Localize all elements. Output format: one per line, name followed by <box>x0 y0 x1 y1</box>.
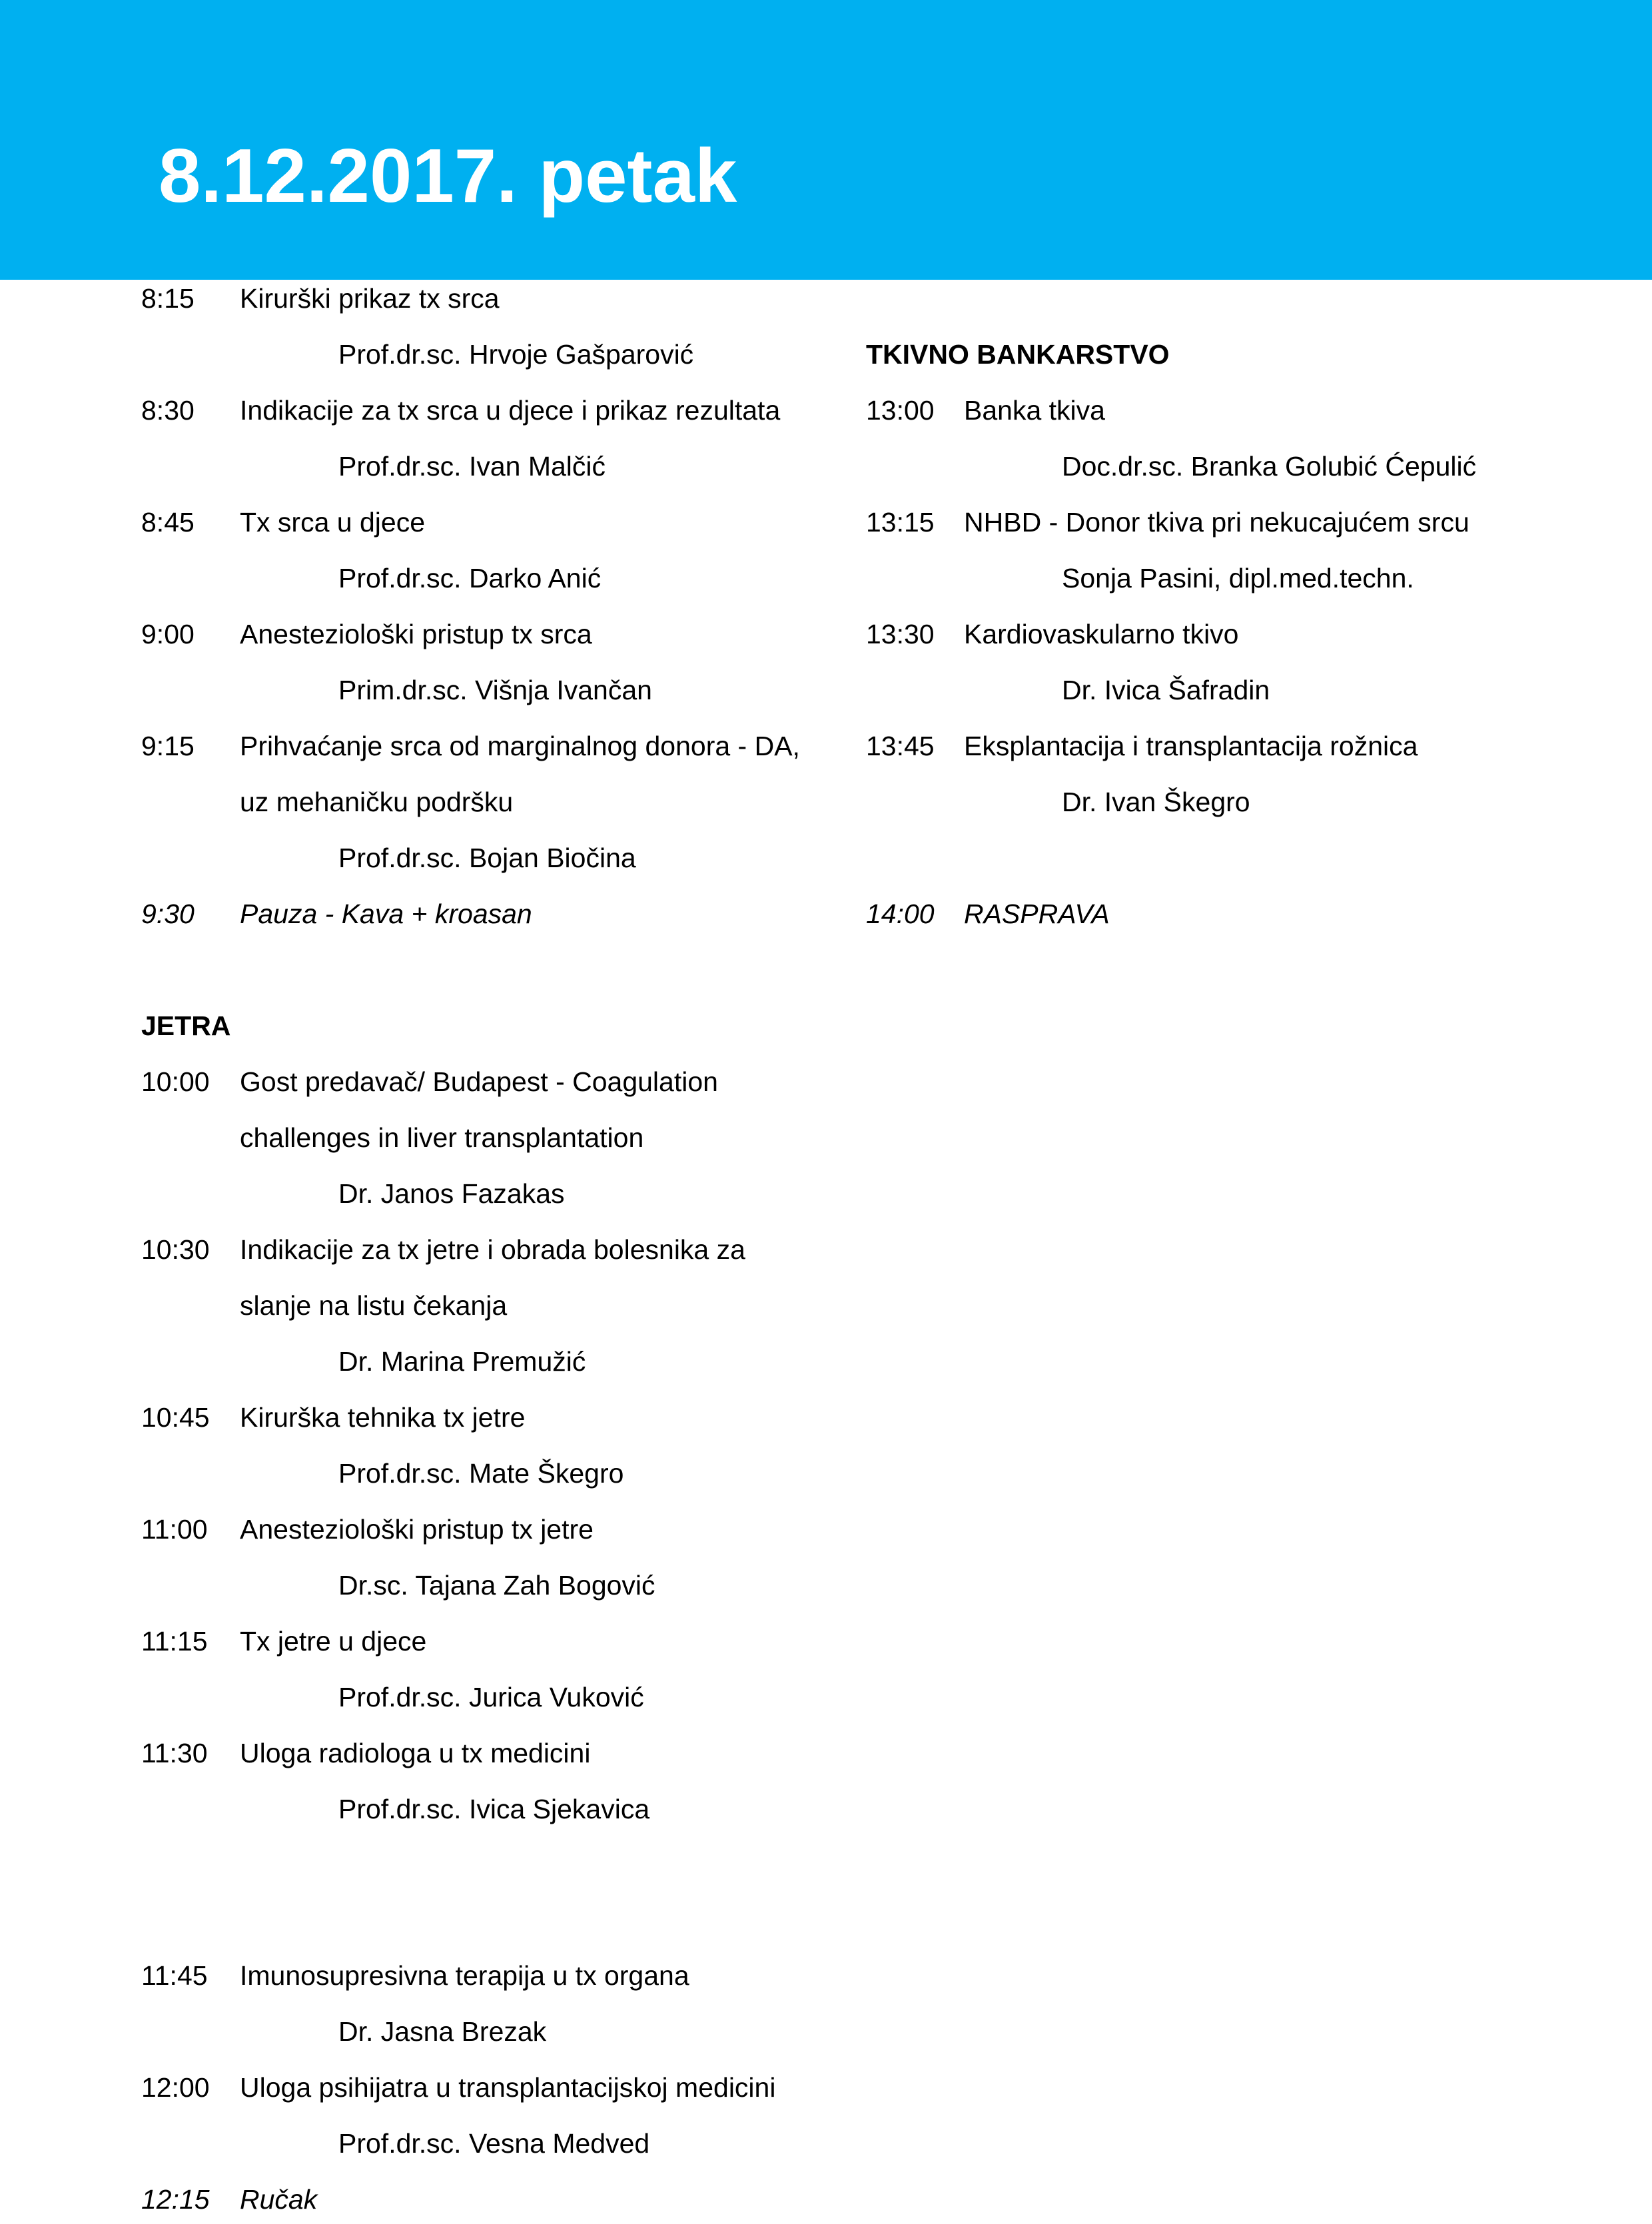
session-time: 12:15 <box>141 2184 210 2215</box>
session-time: 11:45 <box>141 1960 208 1991</box>
session-speaker: Dr. Ivica Šafradin <box>1062 675 1270 705</box>
session-title: Indikacije za tx srca u djece i prikaz rezultata <box>240 395 781 426</box>
session-speaker: Sonja Pasini, dipl.med.techn. <box>1062 563 1414 593</box>
session-title: Ručak <box>240 2184 318 2215</box>
session-speaker: Doc.dr.sc. Branka Golubić Ćepulić <box>1062 451 1477 482</box>
session-speaker: Prof.dr.sc. Ivica Sjekavica <box>338 1794 650 1824</box>
session-speaker: Dr. Ivan Škegro <box>1062 787 1250 817</box>
session-title: Prihvaćanje srca od marginalnog donora - DA, <box>240 731 800 761</box>
session-title: Banka tkiva <box>964 395 1105 426</box>
session-title: Kardiovaskularno tkivo <box>964 619 1239 649</box>
session-time: 13:45 <box>866 731 935 761</box>
session-title: Kirurški prikaz tx srca <box>240 283 500 314</box>
session-title: Anesteziološki pristup tx jetre <box>240 1514 594 1545</box>
session-time: 11:00 <box>141 1514 208 1545</box>
session-title: RASPRAVA <box>964 899 1110 929</box>
section-heading-tkivno-bankarstvo: TKIVNO BANKARSTVO <box>866 339 1170 370</box>
session-title: Anesteziološki pristup tx srca <box>240 619 592 649</box>
session-title: uz mehaničku podršku <box>240 787 514 817</box>
session-time: 11:30 <box>141 1738 208 1768</box>
header-banner <box>0 0 1652 280</box>
page-title: 8.12.2017. petak <box>159 134 737 218</box>
session-title: Imunosupresivna terapija u tx organa <box>240 1960 689 1991</box>
session-title: NHBD - Donor tkiva pri nekucajućem srcu <box>964 507 1469 538</box>
session-speaker: Prof.dr.sc. Mate Škegro <box>338 1458 624 1489</box>
session-speaker: Prof.dr.sc. Hrvoje Gašparović <box>338 339 694 370</box>
session-time: 11:15 <box>141 1626 208 1657</box>
session-speaker: Prof.dr.sc. Bojan Biočina <box>338 843 636 873</box>
session-time: 13:00 <box>866 395 935 426</box>
session-title: Indikacije za tx jetre i obrada bolesnika za <box>240 1234 745 1265</box>
session-speaker: Prof.dr.sc. Jurica Vuković <box>338 1682 644 1712</box>
session-time: 8:45 <box>141 507 195 538</box>
session-title: Uloga radiologa u tx medicini <box>240 1738 591 1768</box>
session-speaker: Dr. Janos Fazakas <box>338 1178 565 1209</box>
section-heading-jetra: JETRA <box>141 1010 231 1041</box>
session-time: 8:30 <box>141 395 195 426</box>
session-time: 13:30 <box>866 619 935 649</box>
session-title: challenges in liver transplantation <box>240 1122 644 1153</box>
session-time: 9:00 <box>141 619 195 649</box>
session-speaker: Dr. Jasna Brezak <box>338 2016 547 2047</box>
session-speaker: Prof.dr.sc. Ivan Malčić <box>338 451 606 482</box>
session-title: Gost predavač/ Budapest - Coagulation <box>240 1066 718 1097</box>
session-time: 10:00 <box>141 1066 210 1097</box>
session-time: 14:00 <box>866 899 935 929</box>
session-title: Tx srca u djece <box>240 507 425 538</box>
session-speaker: Dr.sc. Tajana Zah Bogović <box>338 1570 655 1601</box>
session-speaker: Dr. Marina Premužić <box>338 1346 586 1377</box>
session-speaker: Prof.dr.sc. Darko Anić <box>338 563 602 593</box>
session-title: Eksplantacija i transplantacija rožnica <box>964 731 1418 761</box>
session-time: 9:30 <box>141 899 195 929</box>
session-speaker: Prim.dr.sc. Višnja Ivančan <box>338 675 652 705</box>
session-speaker: Prof.dr.sc. Vesna Medved <box>338 2128 650 2159</box>
session-time: 9:15 <box>141 731 195 761</box>
session-time: 8:15 <box>141 283 195 314</box>
session-title: Pauza - Kava + kroasan <box>240 899 532 929</box>
session-time: 13:15 <box>866 507 935 538</box>
session-title: Kirurška tehnika tx jetre <box>240 1402 526 1433</box>
session-title: Uloga psihijatra u transplantacijskoj medicini <box>240 2072 776 2103</box>
session-title: slanje na listu čekanja <box>240 1290 508 1321</box>
session-time: 12:00 <box>141 2072 210 2103</box>
session-title: Tx jetre u djece <box>240 1626 427 1657</box>
session-time: 10:45 <box>141 1402 210 1433</box>
session-time: 10:30 <box>141 1234 210 1265</box>
